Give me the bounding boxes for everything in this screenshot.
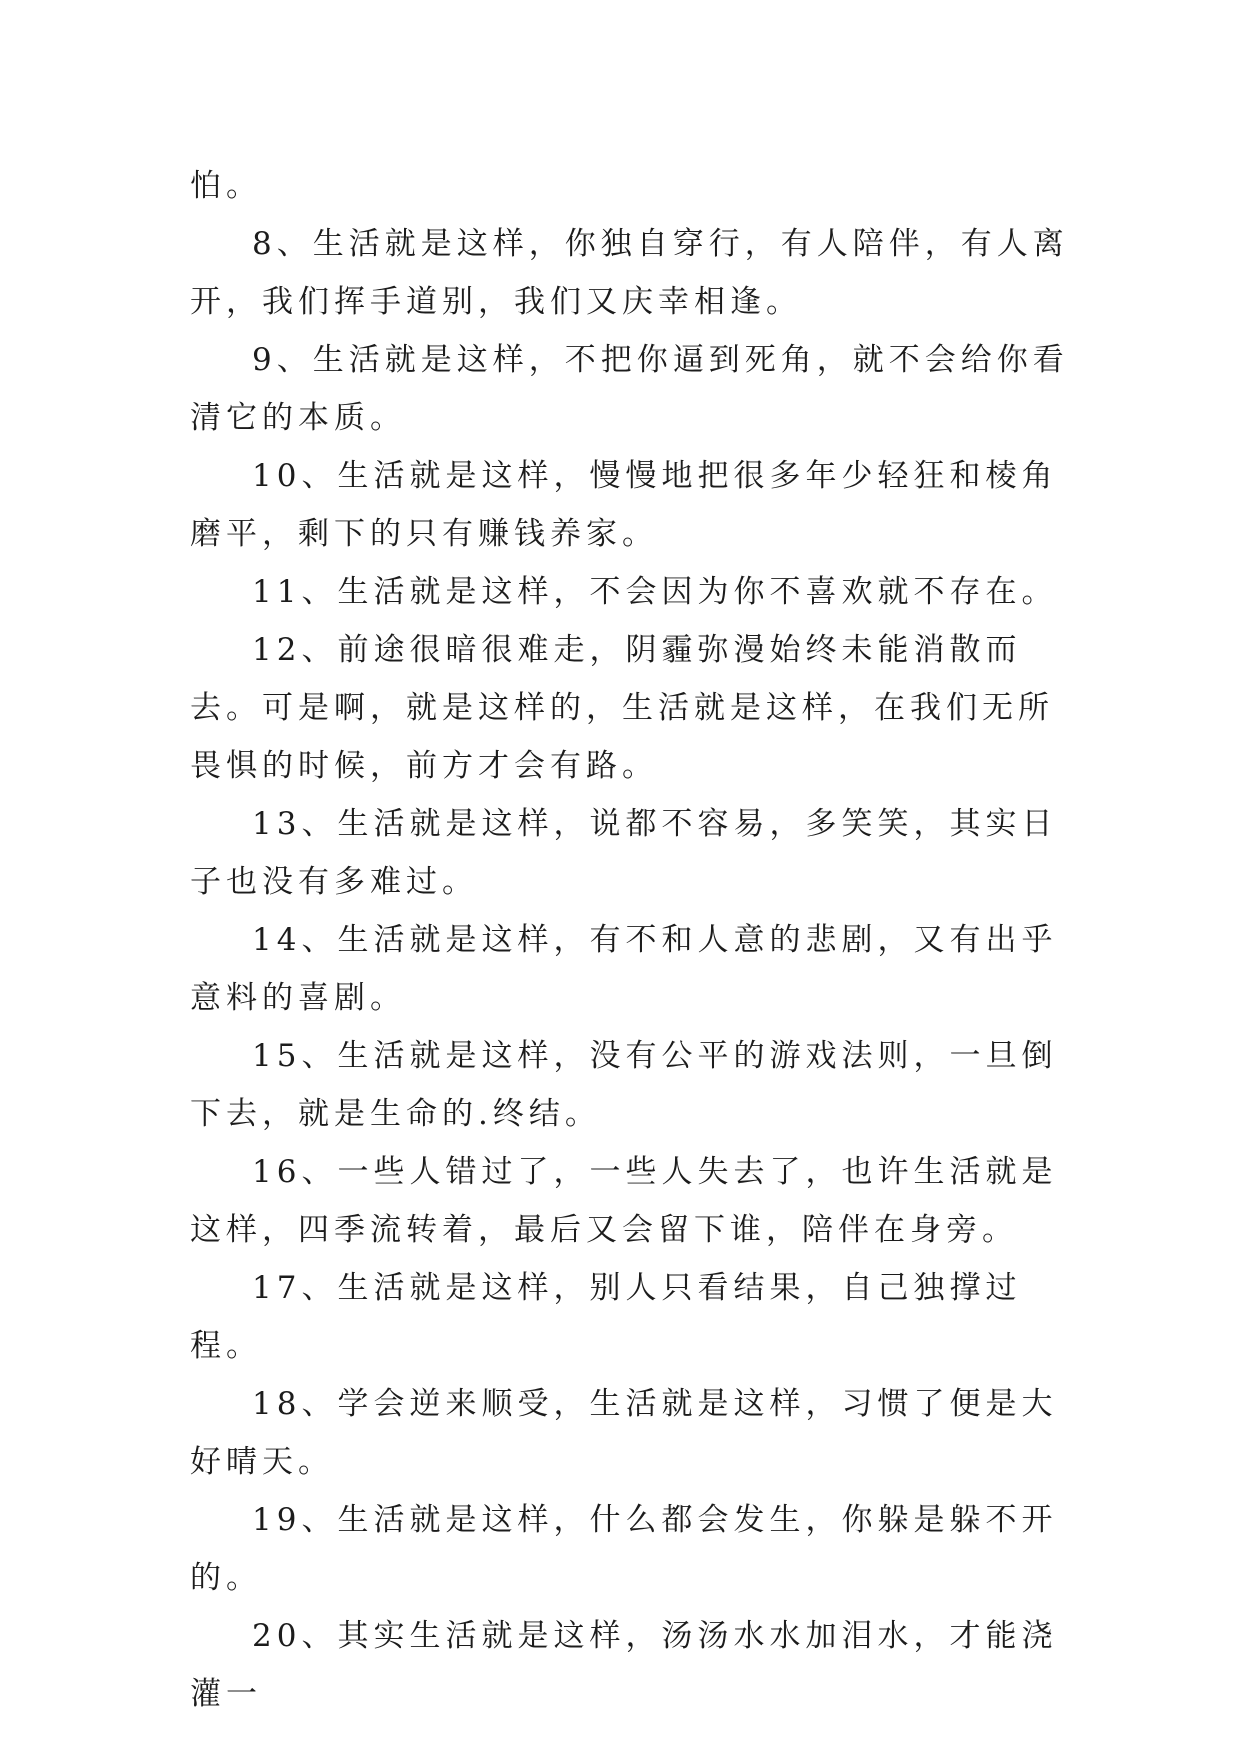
paragraph-item-13: 13、生活就是这样，说都不容易，多笑笑，其实日子也没有多难过。 xyxy=(190,806,1058,900)
paragraph-item-10: 10、生活就是这样，慢慢地把很多年少轻狂和棱角磨平，剩下的只有赚钱养家。 xyxy=(190,458,1058,552)
paragraph-item-20: 20、其实生活就是这样，汤汤水水加泪水，才能浇灌一 xyxy=(190,1618,1058,1712)
paragraph-item-15: 15、生活就是这样，没有公平的游戏法则，一旦倒下去，就是生命的.终结。 xyxy=(190,1038,1058,1132)
paragraph-item-9: 9、生活就是这样，不把你逼到死角，就不会给你看清它的本质。 xyxy=(190,342,1069,436)
paragraph-item-19: 19、生活就是这样，什么都会发生，你躲是躲不开的。 xyxy=(190,1502,1058,1596)
paragraph-item-14: 14、生活就是这样，有不和人意的悲剧，又有出乎意料的喜剧。 xyxy=(190,922,1058,1016)
body-text xyxy=(190,157,1070,1723)
paragraph-item-11: 11、生活就是这样，不会因为你不喜欢就不存在。 xyxy=(252,574,1058,610)
paragraph-item-17: 17、生活就是这样，别人只看结果，自己独撑过程。 xyxy=(190,1270,1022,1364)
paragraph-item-12: 12、前途很暗很难走，阴霾弥漫始终未能消散而去。可是啊，就是这样的，生活就是这样，在我们无所畏惧的时候，前方才会有路。 xyxy=(190,632,1054,784)
paragraph-continuation: 怕。 xyxy=(190,168,262,204)
paragraph-item-16: 16、一些人错过了，一些人失去了，也许生活就是这样，四季流转着，最后又会留下谁，陪伴在身旁。 xyxy=(190,1154,1058,1248)
paragraph-item-18: 18、学会逆来顺受，生活就是这样，习惯了便是大好晴天。 xyxy=(190,1386,1058,1480)
paragraph-item-8: 8、生活就是这样，你独自穿行，有人陪伴，有人离开，我们挥手道别，我们又庆幸相逢。 xyxy=(190,226,1069,320)
